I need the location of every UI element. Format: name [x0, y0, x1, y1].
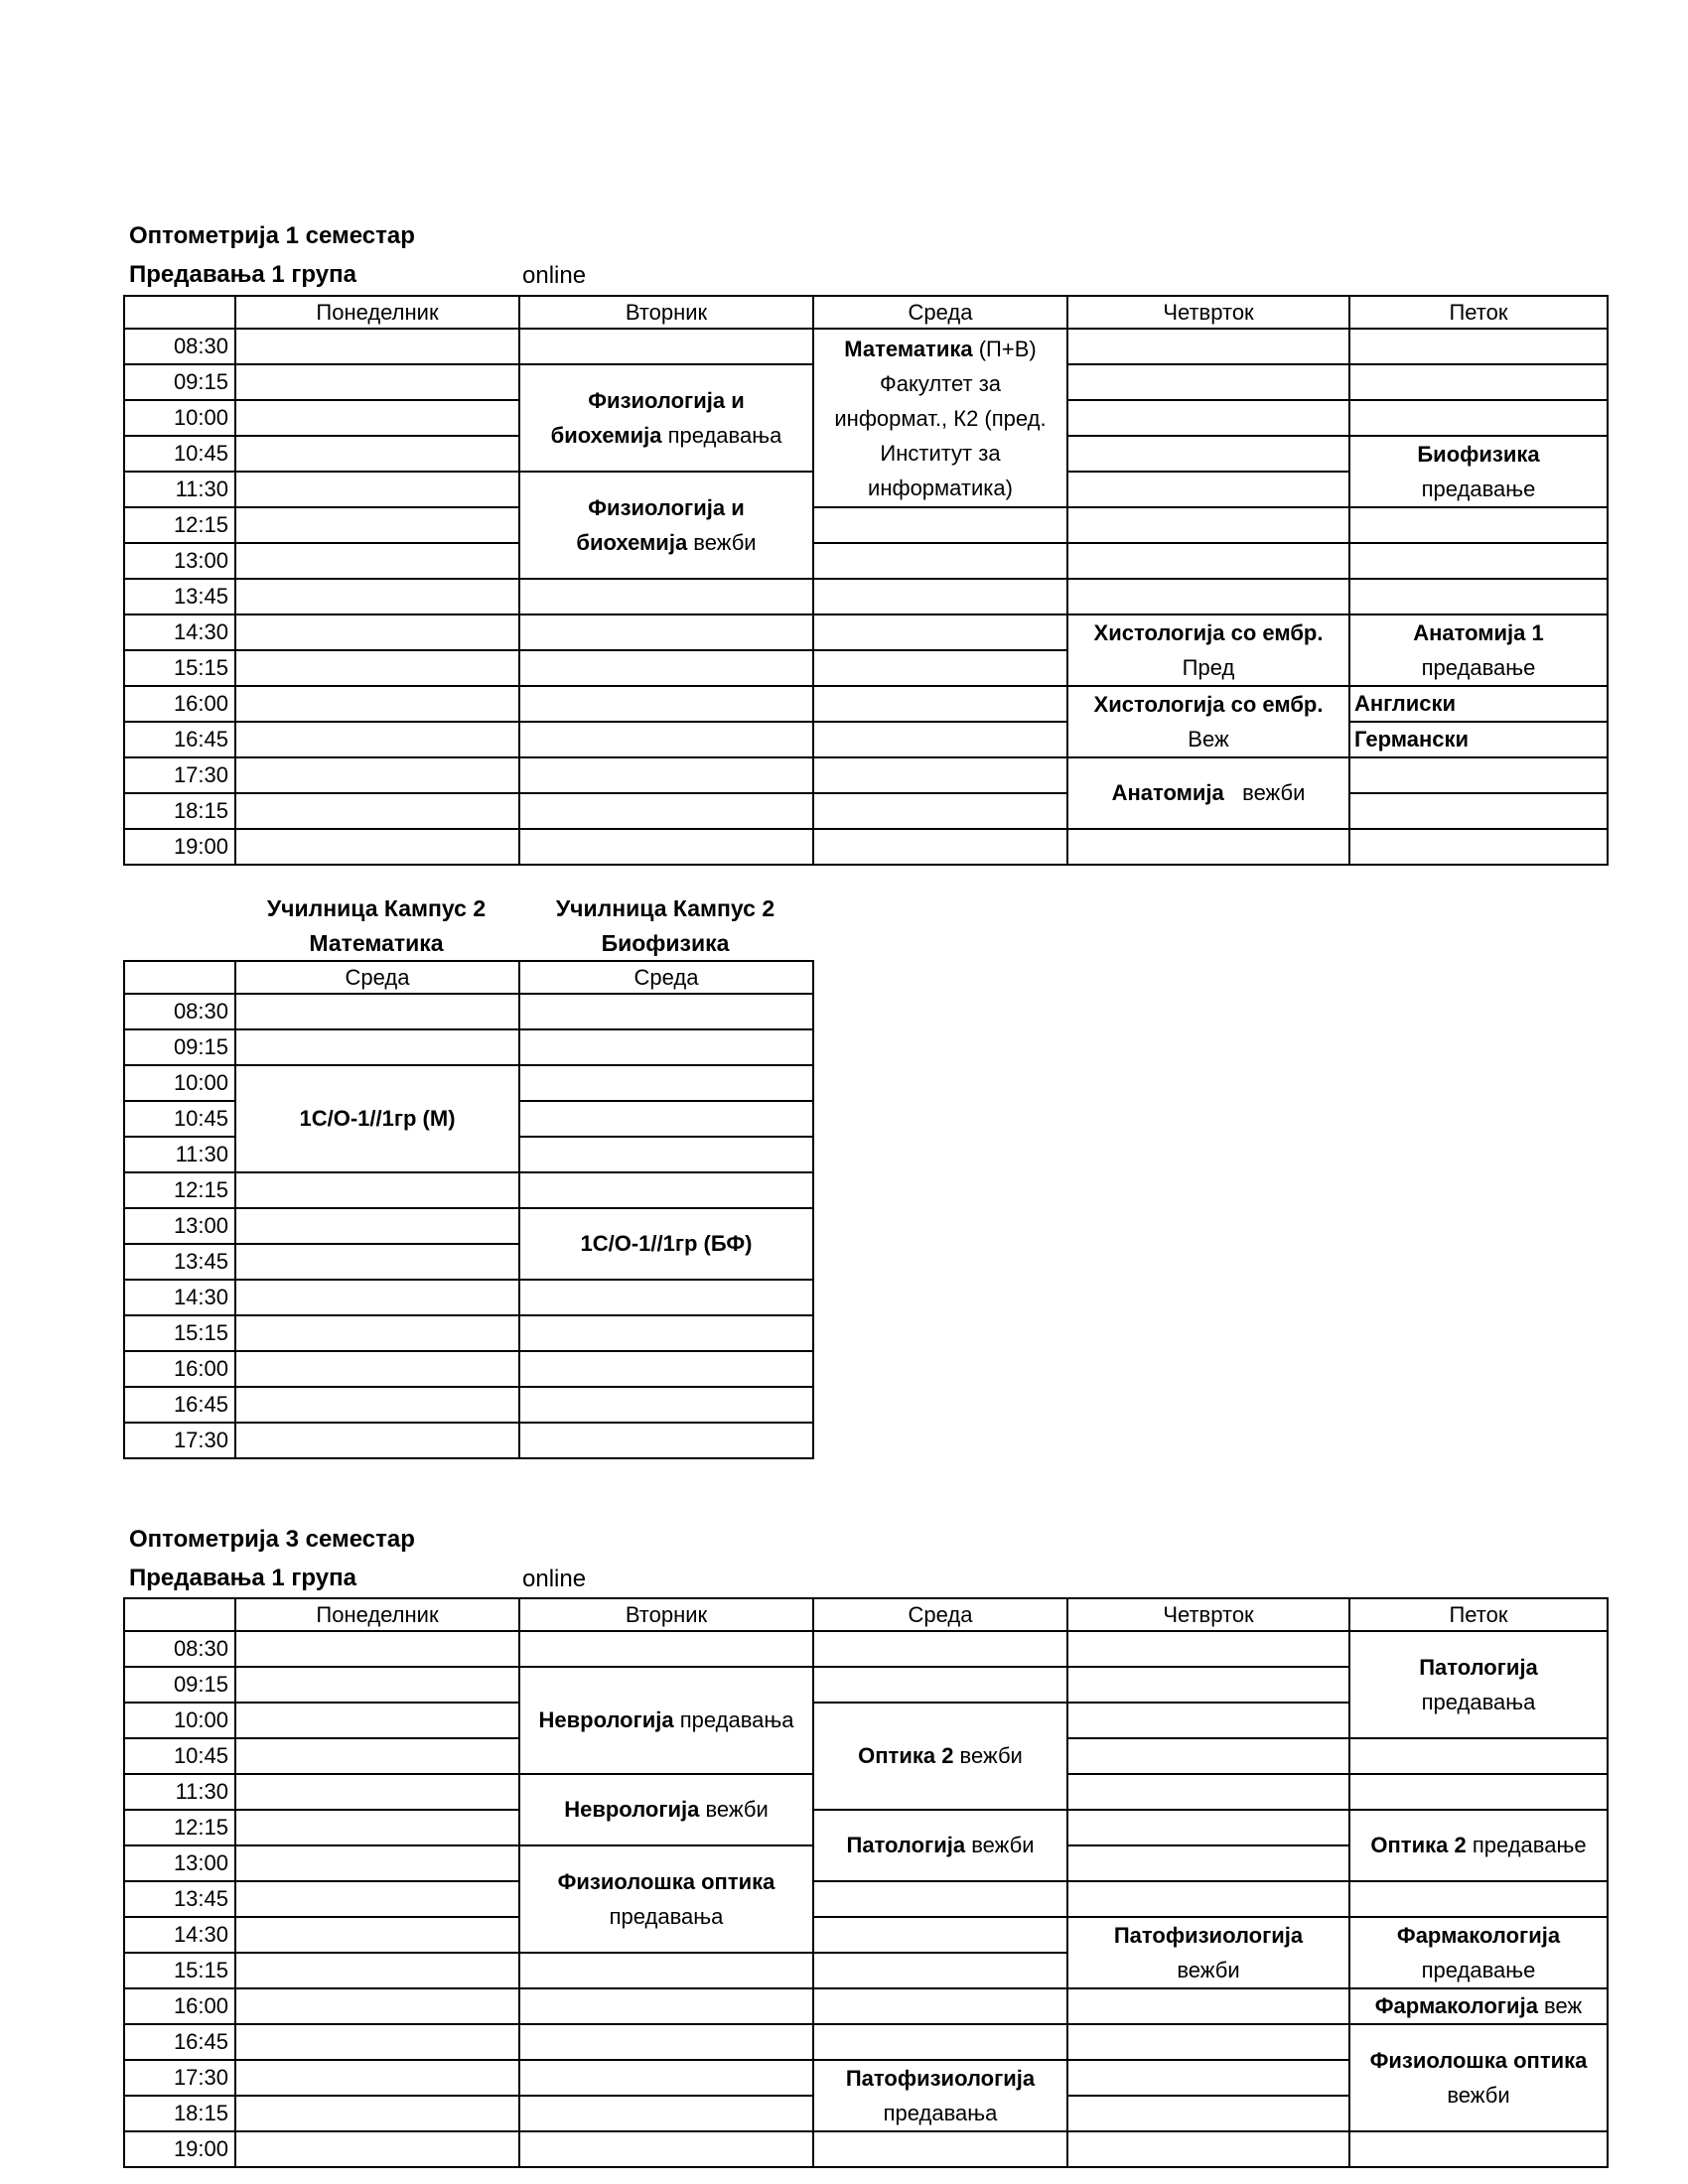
- empty-cell: [519, 1988, 813, 2024]
- empty-cell: [1067, 1738, 1349, 1774]
- empty-cell: [235, 543, 519, 579]
- empty-cell: [813, 2024, 1067, 2060]
- empty-cell: [1067, 364, 1349, 400]
- empty-cell: [1067, 1810, 1349, 1845]
- empty-cell: [235, 579, 519, 614]
- fri-english-cell: Англиски: [1349, 686, 1608, 722]
- table-row: [124, 829, 1608, 865]
- course-name: биохемија: [550, 423, 662, 448]
- table-row: [124, 2131, 1608, 2167]
- empty-cell: [235, 2131, 519, 2167]
- sem1-subtitle: Предавања 1 група: [129, 261, 356, 288]
- empty-cell: [235, 1208, 519, 1244]
- empty-cell: [1067, 1845, 1349, 1881]
- empty-cell: [519, 1423, 813, 1458]
- empty-cell: [1349, 1881, 1608, 1917]
- empty-cell: [519, 1101, 813, 1137]
- table-row: [124, 1988, 1608, 2024]
- time-cell: 19:00: [124, 2131, 235, 2167]
- empty-cell: [1349, 1738, 1608, 1774]
- table-row: [124, 793, 1608, 829]
- sem1-mode: online: [522, 262, 587, 289]
- day-header: Четврток: [1067, 296, 1349, 329]
- empty-cell: [1067, 2131, 1349, 2167]
- corner-cell: [124, 296, 235, 329]
- empty-cell: [1067, 1881, 1349, 1917]
- empty-cell: [519, 329, 813, 364]
- empty-cell: [235, 1351, 519, 1387]
- empty-cell: [235, 1703, 519, 1738]
- empty-cell: [519, 1029, 813, 1065]
- empty-cell: [519, 757, 813, 793]
- course-type: предавање: [1421, 655, 1536, 680]
- empty-cell: [235, 722, 519, 757]
- course-type: вежби: [687, 530, 757, 555]
- day-header: Вторник: [519, 296, 813, 329]
- empty-cell: [235, 1280, 519, 1315]
- empty-cell: [1067, 2096, 1349, 2131]
- course-name: Анатомија 1: [1413, 620, 1544, 645]
- empty-cell: [813, 543, 1067, 579]
- empty-cell: [813, 829, 1067, 865]
- day-header: Петок: [1349, 296, 1608, 329]
- empty-cell: [1067, 543, 1349, 579]
- course-type: предавања: [883, 2101, 998, 2125]
- time-cell: 10:45: [124, 1738, 235, 1774]
- empty-cell: [519, 579, 813, 614]
- course-name: Патофизиологија: [845, 2066, 1036, 2091]
- empty-cell: [813, 614, 1067, 650]
- empty-cell: [1067, 2024, 1349, 2060]
- empty-cell: [1349, 329, 1608, 364]
- table-row: [124, 1172, 813, 1208]
- course-name: Анатомија: [1111, 780, 1224, 805]
- empty-cell: [1349, 793, 1608, 829]
- day-header: Понеделник: [235, 296, 519, 329]
- empty-cell: [1349, 2131, 1608, 2167]
- empty-cell: [813, 757, 1067, 793]
- wed-pat-vez-cell: [813, 1810, 1067, 1881]
- table-row: [124, 722, 1608, 757]
- wed-math-cell: [813, 329, 1067, 507]
- time-cell: 10:00: [124, 1065, 235, 1101]
- time-cell: 13:00: [124, 1845, 235, 1881]
- empty-cell: [235, 507, 519, 543]
- empty-cell: [519, 686, 813, 722]
- room-subject: Биофизика: [601, 930, 730, 956]
- empty-cell: [1067, 1774, 1349, 1810]
- empty-cell: [813, 507, 1067, 543]
- time-cell: 15:15: [124, 650, 235, 686]
- empty-cell: [1349, 364, 1608, 400]
- empty-cell: [1349, 400, 1608, 436]
- empty-cell: [519, 1315, 813, 1351]
- time-cell: 17:30: [124, 757, 235, 793]
- empty-cell: [235, 2024, 519, 2060]
- empty-cell: [235, 329, 519, 364]
- course-name: Оптика 2: [1370, 1833, 1467, 1857]
- empty-cell: [1067, 1667, 1349, 1703]
- empty-cell: [235, 1423, 519, 1458]
- table-row: [124, 1881, 1608, 1917]
- time-cell: 09:15: [124, 1667, 235, 1703]
- time-cell: 17:30: [124, 2060, 235, 2096]
- course-type: вежби: [1177, 1958, 1240, 1982]
- time-cell: 15:15: [124, 1953, 235, 1988]
- time-cell: 15:15: [124, 1315, 235, 1351]
- empty-cell: [813, 579, 1067, 614]
- room-name: Училница Кампус 2: [555, 895, 775, 921]
- room-subject: Математика: [309, 930, 444, 956]
- empty-cell: [1067, 2060, 1349, 2096]
- table-row: [124, 757, 1608, 793]
- table-row: [124, 543, 1608, 579]
- course-type: вежби: [953, 1743, 1023, 1768]
- sem3-subtitle: Предавања 1 група: [129, 1565, 356, 1591]
- thu-hist-vez-cell: [1067, 686, 1349, 757]
- table-row: [124, 686, 1608, 722]
- sem3-timetable: [123, 1597, 1609, 2168]
- course-name: Патофизиологија: [1113, 1923, 1304, 1948]
- fri-farm-cell: [1349, 1917, 1608, 1988]
- empty-cell: [235, 829, 519, 865]
- table-row: [124, 1280, 813, 1315]
- table-row: [124, 614, 1608, 650]
- table-row: [124, 1810, 1608, 1845]
- time-cell: 16:00: [124, 686, 235, 722]
- empty-cell: [813, 686, 1067, 722]
- table-row: [124, 1631, 1608, 1667]
- course-type: вежби: [965, 1833, 1035, 1857]
- tue-fiz-vez-cell: [519, 472, 813, 579]
- day-header: Петок: [1349, 1598, 1608, 1631]
- tue-fizopt-cell: [519, 1845, 813, 1953]
- time-cell: 13:00: [124, 543, 235, 579]
- time-cell: 16:45: [124, 2024, 235, 2060]
- time-cell: 13:45: [124, 579, 235, 614]
- tue-nevro-vez-cell: [519, 1774, 813, 1845]
- fri-opt-pred-cell: [1349, 1810, 1608, 1881]
- time-cell: 10:00: [124, 1703, 235, 1738]
- empty-cell: [235, 1667, 519, 1703]
- table-row: [124, 1029, 813, 1065]
- table-row: [124, 1387, 813, 1423]
- empty-cell: [235, 686, 519, 722]
- empty-cell: [1067, 829, 1349, 865]
- sem1-header-row: [124, 296, 1608, 329]
- fri-fizopt-vez-cell: [1349, 2024, 1608, 2131]
- empty-cell: [519, 1351, 813, 1387]
- course-type: предавања: [673, 1707, 794, 1732]
- empty-cell: [1349, 507, 1608, 543]
- empty-cell: [235, 1774, 519, 1810]
- math-group-cell: 1С/О-1//1гр (М): [235, 1065, 519, 1172]
- location-line: информат., К2 (пред.: [834, 405, 1047, 431]
- empty-cell: [235, 994, 519, 1029]
- empty-cell: [235, 1244, 519, 1280]
- empty-cell: [813, 650, 1067, 686]
- time-cell: 11:30: [124, 1137, 235, 1172]
- time-cell: 14:30: [124, 1280, 235, 1315]
- empty-cell: [235, 757, 519, 793]
- empty-cell: [813, 1631, 1067, 1667]
- time-cell: 12:15: [124, 1810, 235, 1845]
- empty-cell: [1067, 1988, 1349, 2024]
- empty-cell: [1349, 757, 1608, 793]
- course-name: Физиологија и: [588, 388, 745, 413]
- table-row: [124, 1351, 813, 1387]
- time-cell: 08:30: [124, 1631, 235, 1667]
- sem3-mode: online: [522, 1566, 587, 1592]
- empty-cell: [1349, 829, 1608, 865]
- location-line: Факултет за: [879, 370, 1002, 396]
- course-type: предавања: [609, 1904, 724, 1929]
- empty-cell: [1067, 472, 1349, 507]
- empty-cell: [519, 614, 813, 650]
- day-header: Понеделник: [235, 1598, 519, 1631]
- table-row: [124, 994, 813, 1029]
- time-cell: 10:45: [124, 436, 235, 472]
- empty-cell: [235, 2096, 519, 2131]
- thu-hist-pred-cell: [1067, 614, 1349, 686]
- course-type: предавање: [1421, 477, 1536, 501]
- empty-cell: [1067, 1703, 1349, 1738]
- course-type: предавања: [1421, 1690, 1536, 1714]
- wed-opt-vez-cell: [813, 1703, 1067, 1810]
- course-name: Физиолошка оптика: [1369, 2048, 1588, 2073]
- empty-cell: [813, 1953, 1067, 1988]
- time-cell: 10:45: [124, 1101, 235, 1137]
- time-cell: 16:45: [124, 1387, 235, 1423]
- time-cell: 10:00: [124, 400, 235, 436]
- time-cell: 11:30: [124, 1774, 235, 1810]
- time-cell: 13:45: [124, 1881, 235, 1917]
- empty-cell: [519, 1065, 813, 1101]
- empty-cell: [519, 650, 813, 686]
- rooms-timetable: [123, 960, 814, 1459]
- empty-cell: [235, 364, 519, 400]
- sem1-timetable: [123, 295, 1609, 866]
- course-name: Патологија: [846, 1833, 966, 1857]
- empty-cell: [1067, 329, 1349, 364]
- empty-cell: [235, 400, 519, 436]
- empty-cell: [235, 1881, 519, 1917]
- empty-cell: [813, 722, 1067, 757]
- fri-anat-cell: [1349, 614, 1608, 686]
- location-line: информатика): [868, 475, 1013, 500]
- empty-cell: [235, 1315, 519, 1351]
- empty-cell: [519, 1953, 813, 1988]
- empty-cell: [235, 1631, 519, 1667]
- empty-cell: [235, 1953, 519, 1988]
- empty-cell: [813, 1917, 1067, 1953]
- empty-cell: [1067, 579, 1349, 614]
- day-header: Четврток: [1067, 1598, 1349, 1631]
- empty-cell: [235, 650, 519, 686]
- empty-cell: [813, 1667, 1067, 1703]
- room-name: Училница Кампус 2: [266, 895, 487, 921]
- fri-german-cell: Германски: [1349, 722, 1608, 757]
- empty-cell: [235, 1738, 519, 1774]
- time-cell: 16:00: [124, 1988, 235, 2024]
- course-name: Хистологија со ембр.: [1093, 692, 1324, 717]
- day-header: Среда: [813, 1598, 1067, 1631]
- bio-group-cell: 1С/О-1//1гр (БФ): [519, 1208, 813, 1280]
- empty-cell: [235, 1029, 519, 1065]
- course-type: Пред: [1182, 655, 1235, 680]
- empty-cell: [1349, 579, 1608, 614]
- empty-cell: [1067, 507, 1349, 543]
- corner-cell: [124, 961, 235, 994]
- empty-cell: [519, 1631, 813, 1667]
- table-row: [124, 1065, 813, 1101]
- course-name: Оптика 2: [858, 1743, 954, 1768]
- time-cell: 08:30: [124, 329, 235, 364]
- fri-farm-vez-cell: [1349, 1988, 1608, 2024]
- time-cell: 18:15: [124, 2096, 235, 2131]
- empty-cell: [235, 1845, 519, 1881]
- empty-cell: [813, 793, 1067, 829]
- day-header: Среда: [519, 961, 813, 994]
- empty-cell: [1349, 543, 1608, 579]
- empty-cell: [519, 2060, 813, 2096]
- time-cell: 13:00: [124, 1208, 235, 1244]
- empty-cell: [235, 472, 519, 507]
- course-type: вежби: [1447, 2083, 1510, 2108]
- time-cell: 09:15: [124, 1029, 235, 1065]
- empty-cell: [813, 1988, 1067, 2024]
- sem3-title: Оптометрија 3 семестар: [129, 1526, 415, 1553]
- course-type: вежби: [699, 1797, 769, 1822]
- empty-cell: [519, 722, 813, 757]
- room-header-bio: [518, 891, 812, 961]
- course-type: вежби: [1242, 780, 1306, 805]
- course-name: Математика: [844, 336, 973, 361]
- table-row: [124, 1423, 813, 1458]
- sem3-header-row: [124, 1598, 1608, 1631]
- tue-fiz-pred-cell: [519, 364, 813, 472]
- day-header: Среда: [813, 296, 1067, 329]
- course-name: Хистологија со ембр.: [1093, 620, 1324, 645]
- empty-cell: [813, 1881, 1067, 1917]
- table-row: [124, 507, 1608, 543]
- time-cell: 13:45: [124, 1244, 235, 1280]
- empty-cell: [519, 1280, 813, 1315]
- course-name: Неврологија: [538, 1707, 674, 1732]
- sem1-title: Оптометрија 1 семестар: [129, 222, 415, 249]
- time-cell: 14:30: [124, 614, 235, 650]
- time-cell: 09:15: [124, 364, 235, 400]
- empty-cell: [519, 829, 813, 865]
- empty-cell: [235, 614, 519, 650]
- fri-pat-pred-cell: [1349, 1631, 1608, 1738]
- empty-cell: [235, 436, 519, 472]
- empty-cell: [519, 2096, 813, 2131]
- day-header: Вторник: [519, 1598, 813, 1631]
- day-header: Среда: [235, 961, 519, 994]
- course-type: (П+В): [972, 336, 1037, 361]
- room-header-math: [234, 891, 518, 961]
- course-type: Веж: [1188, 727, 1229, 751]
- wed-patofiz-pred-cell: [813, 2060, 1067, 2131]
- time-cell: 11:30: [124, 472, 235, 507]
- empty-cell: [235, 1988, 519, 2024]
- course-type: предавања: [661, 423, 782, 448]
- empty-cell: [519, 1172, 813, 1208]
- table-row: [124, 1917, 1608, 1953]
- thu-patofiz-cell: [1067, 1917, 1349, 1988]
- empty-cell: [813, 2131, 1067, 2167]
- course-name: Фармакологија: [1396, 1923, 1561, 1948]
- fri-biofiz-cell: [1349, 436, 1608, 507]
- corner-cell: [124, 1598, 235, 1631]
- time-cell: 19:00: [124, 829, 235, 865]
- course-type: веж: [1537, 1993, 1583, 2018]
- time-cell: 18:15: [124, 793, 235, 829]
- empty-cell: [235, 1917, 519, 1953]
- thu-anat-cell: [1067, 757, 1349, 829]
- empty-cell: [1067, 1631, 1349, 1667]
- empty-cell: [519, 2131, 813, 2167]
- table-row: [124, 329, 1608, 364]
- course-name: Неврологија: [564, 1797, 700, 1822]
- empty-cell: [235, 1387, 519, 1423]
- time-cell: 12:15: [124, 1172, 235, 1208]
- time-cell: 16:45: [124, 722, 235, 757]
- course-name: Физиологија и: [588, 495, 745, 520]
- empty-cell: [519, 793, 813, 829]
- course-name: Биофизика: [1417, 442, 1540, 467]
- empty-cell: [1067, 436, 1349, 472]
- empty-cell: [1067, 400, 1349, 436]
- tue-nevro-pred-cell: [519, 1667, 813, 1774]
- time-cell: 14:30: [124, 1917, 235, 1953]
- empty-cell: [235, 1172, 519, 1208]
- empty-cell: [235, 793, 519, 829]
- empty-cell: [519, 1137, 813, 1172]
- location-line: Институт за: [880, 440, 1001, 466]
- empty-cell: [1349, 1774, 1608, 1810]
- course-name: Фармакологија: [1374, 1993, 1538, 2018]
- table-row: [124, 1315, 813, 1351]
- table-row: [124, 1208, 813, 1244]
- empty-cell: [519, 1387, 813, 1423]
- rooms-header-row: [124, 961, 813, 994]
- course-name: Физиолошка оптика: [557, 1869, 775, 1894]
- course-type: предавање: [1421, 1958, 1536, 1982]
- course-type: предавање: [1466, 1833, 1587, 1857]
- empty-cell: [519, 2024, 813, 2060]
- table-row: [124, 2024, 1608, 2060]
- course-name: Патологија: [1419, 1655, 1538, 1680]
- empty-cell: [235, 1810, 519, 1845]
- empty-cell: [519, 994, 813, 1029]
- course-name: биохемија: [576, 530, 688, 555]
- time-cell: 08:30: [124, 994, 235, 1029]
- time-cell: 12:15: [124, 507, 235, 543]
- table-row: [124, 579, 1608, 614]
- empty-cell: [235, 2060, 519, 2096]
- time-cell: 17:30: [124, 1423, 235, 1458]
- time-cell: 16:00: [124, 1351, 235, 1387]
